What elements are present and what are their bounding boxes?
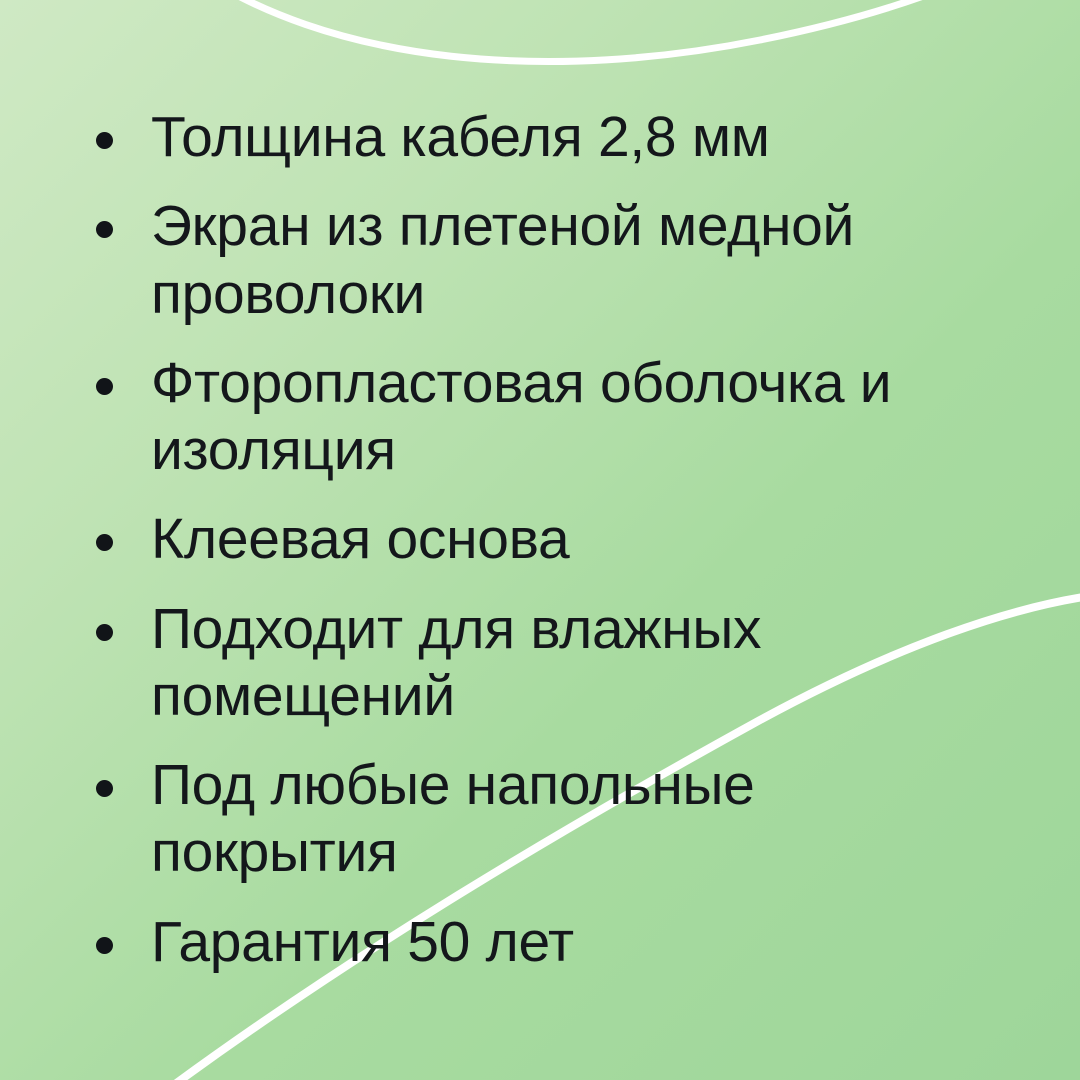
bullet-icon xyxy=(96,132,113,149)
list-item xyxy=(96,350,996,485)
top-arc-line xyxy=(180,0,1080,61)
bullet-icon xyxy=(96,780,113,797)
feature-text: Толщина кабеля 2,8 мм xyxy=(151,105,770,169)
bullet-icon xyxy=(96,624,113,641)
list-item xyxy=(96,752,996,887)
feature-text: Подходит для влажных помещений xyxy=(151,596,762,728)
feature-text: Под любые напольные покрытия xyxy=(151,753,755,885)
feature-text: Гарантия 50 лет xyxy=(151,909,574,974)
bullet-icon xyxy=(96,378,113,395)
feature-text: Фторопластовая оболочка и изоляция xyxy=(151,350,892,482)
list-item xyxy=(96,104,996,171)
bullet-icon xyxy=(96,221,113,238)
bullet-icon xyxy=(96,937,113,954)
list-item xyxy=(96,506,996,573)
feature-list xyxy=(96,104,996,998)
list-item xyxy=(96,193,996,328)
bullet-icon xyxy=(96,534,113,551)
list-item xyxy=(96,909,996,976)
feature-text: Экран из плетеной медной проволоки xyxy=(151,194,855,326)
list-item xyxy=(96,596,996,731)
feature-text: Клеевая основа xyxy=(151,507,570,572)
